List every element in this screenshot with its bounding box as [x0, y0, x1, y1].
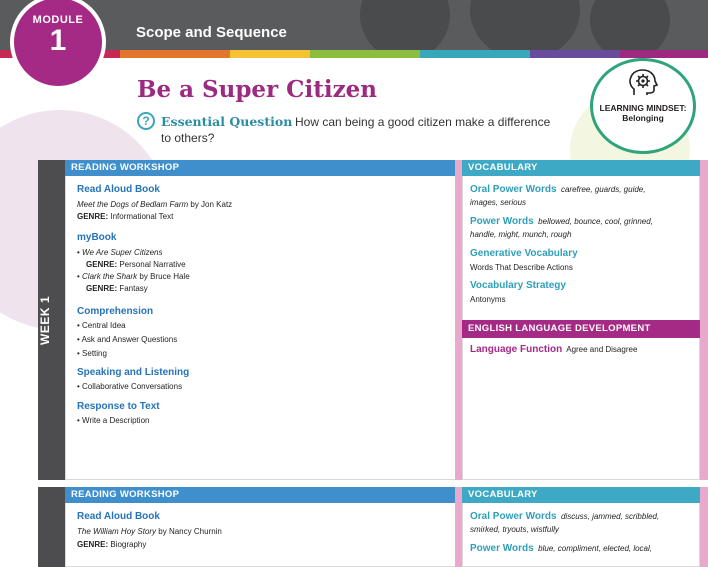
- genre-label: GENRE:: [86, 260, 118, 269]
- mindset-label: LEARNING MINDSET:: [599, 103, 687, 113]
- oral-power-words: discuss, jammed, scribbled,: [560, 512, 660, 521]
- list-item-text: Collaborative Conversations: [82, 382, 183, 391]
- list-item-text: Setting: [82, 349, 107, 358]
- week-side-bar: [38, 487, 65, 567]
- generative-vocabulary-heading: Generative Vocabulary: [470, 248, 578, 259]
- reading-workshop-header: READING WORKSHOP: [65, 160, 457, 176]
- header-decoration: [360, 0, 450, 50]
- list-item: • Write a Description: [77, 416, 150, 425]
- list-item-text: Write a Description: [82, 416, 150, 425]
- vocabulary-strategy-text: Antonyms: [470, 295, 506, 304]
- oral-power-words: images, serious: [470, 198, 527, 207]
- power-words-heading: Power Words: [470, 216, 534, 227]
- mybook-author: by Bruce Hale: [137, 272, 190, 281]
- list-item: • Central Idea: [77, 321, 126, 330]
- list-item: • We Are Super Citizens: [77, 248, 163, 257]
- book-author: by Jon Katz: [188, 200, 233, 209]
- vocabulary-strategy-heading: Vocabulary Strategy: [470, 280, 566, 291]
- genre-label: GENRE:: [77, 212, 109, 221]
- oral-power-words-heading: Oral Power Words: [470, 184, 557, 195]
- response-to-text-heading: Response to Text: [77, 401, 160, 412]
- oral-power-words-line: [470, 184, 645, 195]
- list-item-text: Ask and Answer Questions: [81, 335, 178, 344]
- comprehension-heading: Comprehension: [77, 306, 154, 317]
- language-function-text: Agree and Disagree: [566, 345, 638, 354]
- page-title: Be a Super Citizen: [137, 76, 377, 103]
- stripe-segment: [230, 50, 310, 58]
- book-author: by Nancy Churnin: [156, 527, 222, 536]
- list-item: • Collaborative Conversations: [77, 382, 183, 391]
- color-stripe: [0, 50, 708, 58]
- essential-question-text: to others?: [161, 131, 215, 145]
- list-item: • Clark the Shark by Bruce Hale: [77, 272, 190, 281]
- list-item: • Setting: [77, 349, 107, 358]
- module-number: 1: [49, 24, 67, 57]
- genre-value: Fantasy: [117, 284, 148, 293]
- genre-line: [86, 284, 148, 293]
- stripe-segment: [620, 50, 708, 58]
- divider-strip: [455, 487, 462, 567]
- head-gear-icon: [626, 67, 660, 99]
- list-item: • Ask and Answer Questions: [77, 335, 178, 344]
- genre-line: [77, 212, 173, 221]
- top-header-bar: [0, 0, 708, 50]
- mybook-title: We Are Super Citizens: [82, 248, 163, 257]
- book-title: The William Hoy Story: [77, 527, 157, 536]
- oral-power-words-line: [470, 511, 659, 522]
- power-words: bellowed, bounce, cool, grinned,: [538, 217, 653, 226]
- power-words-heading: Power Words: [470, 543, 534, 554]
- generative-vocabulary-text: Words That Describe Actions: [470, 263, 573, 272]
- power-words-line: [470, 216, 653, 227]
- divider-strip: [700, 160, 708, 480]
- genre-line: [77, 540, 146, 549]
- oral-power-words-heading: Oral Power Words: [470, 511, 557, 522]
- power-words: handle, might, munch, rough: [470, 230, 572, 239]
- stripe-segment: [530, 50, 620, 58]
- list-item-text: Central Idea: [82, 321, 126, 330]
- header-decoration: [590, 0, 670, 50]
- vocabulary-header: VOCABULARY: [462, 160, 700, 176]
- stripe-segment: [310, 50, 420, 58]
- header-decoration: [470, 0, 580, 50]
- book-title: Meet the Dogs of Bedlam Farm: [77, 200, 189, 209]
- language-function-heading: Language Function: [470, 344, 563, 355]
- mindset-value: Belonging: [622, 113, 664, 123]
- genre-line: [86, 260, 186, 269]
- genre-label: GENRE:: [77, 540, 109, 549]
- read-aloud-heading: Read Aloud Book: [77, 184, 160, 195]
- genre-label: GENRE:: [86, 284, 118, 293]
- question-mark-icon: ?: [137, 112, 155, 130]
- learning-mindset-badge: [590, 58, 696, 154]
- power-words: blue, compliment, elected, local,: [538, 544, 653, 553]
- reading-workshop-header: READING WORKSHOP: [65, 487, 457, 503]
- module-badge: [10, 0, 106, 90]
- read-aloud-book: [77, 527, 222, 536]
- genre-value: Informational Text: [108, 212, 174, 221]
- oral-power-words: carefree, guards, guide,: [560, 185, 646, 194]
- power-words-line: [470, 543, 652, 554]
- essential-question-label: Essential Question: [161, 114, 293, 129]
- speaking-listening-heading: Speaking and Listening: [77, 367, 190, 378]
- eld-header: ENGLISH LANGUAGE DEVELOPMENT: [462, 320, 700, 338]
- stripe-segment: [420, 50, 530, 58]
- module-label: MODULE: [32, 14, 84, 26]
- genre-value: Biography: [108, 540, 147, 549]
- week-label: WEEK 1: [38, 295, 52, 345]
- mybook-title: Clark the Shark: [82, 272, 138, 281]
- vocabulary-header: VOCABULARY: [462, 487, 700, 503]
- language-function-line: [470, 344, 637, 355]
- essential-question-text: How can being a good citizen make a difference: [295, 115, 551, 129]
- oral-power-words: smirked, tryouts, wistfully: [470, 525, 559, 534]
- genre-value: Personal Narrative: [117, 260, 186, 269]
- scope-and-sequence-title: Scope and Sequence: [136, 24, 287, 41]
- read-aloud-book: [77, 200, 232, 209]
- divider-strip: [455, 160, 462, 480]
- stripe-segment: [120, 50, 230, 58]
- divider-strip: [700, 487, 708, 567]
- mybook-heading: myBook: [77, 232, 117, 243]
- read-aloud-heading: Read Aloud Book: [77, 511, 160, 522]
